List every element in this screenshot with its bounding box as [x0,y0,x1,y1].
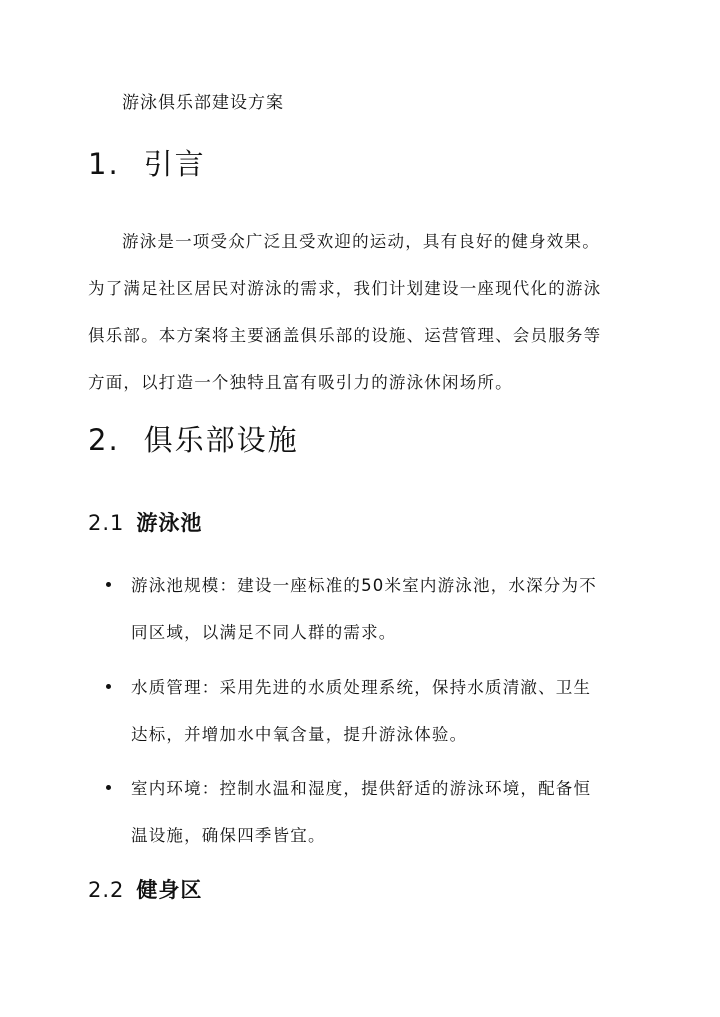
bullet-line: 温设施，确保四季皆宜。 [131,826,326,845]
section-heading-1 [88,142,206,183]
subsection-number-2-2: 2.2 [88,878,125,902]
bullet-line: 游泳池规模：建设一座标准的50米室内游泳池，水深分为不 [131,576,597,595]
bullet-line: 同区域，以满足不同人群的需求。 [131,623,397,642]
paragraph-line: 游泳是一项受众广泛且受欢迎的运动，具有良好的健身效果。 [122,232,600,251]
document-title: 游泳俱乐部建设方案 [122,93,284,113]
bullet-dot [106,582,111,587]
subsection-number-2-1: 2.1 [88,511,125,535]
bullet-dot [106,785,111,790]
intro-paragraph [88,218,633,406]
subsection-heading-2-1 [88,507,202,537]
section-number-1: 1. [88,147,120,181]
subsection-title-2-2: 健身区 [136,878,203,902]
paragraph-line: 为了满足社区居民对游泳的需求，我们计划建设一座现代化的游泳 [88,279,602,298]
bullet-line: 室内环境：控制水温和湿度，提供舒适的游泳环境，配备恒 [131,779,592,798]
subsection-title-2-1: 游泳池 [136,511,203,535]
paragraph-line: 俱乐部。本方案将主要涵盖俱乐部的设施、运营管理、会员服务等 [88,326,602,345]
section-heading-2 [88,418,299,459]
subsection-heading-2-2 [88,874,202,904]
bullet-line: 水质管理：采用先进的水质处理系统，保持水质清澈、卫生 [131,678,592,697]
section-title-2: 俱乐部设施 [143,423,299,457]
bullet-line: 达标，并增加水中氧含量，提升游泳体验。 [131,725,468,744]
paragraph-line: 方面，以打造一个独特且富有吸引力的游泳休闲场所。 [88,373,513,392]
section-number-2: 2. [88,423,120,457]
bullet-dot [106,684,111,689]
section-title-1: 引言 [143,147,206,181]
